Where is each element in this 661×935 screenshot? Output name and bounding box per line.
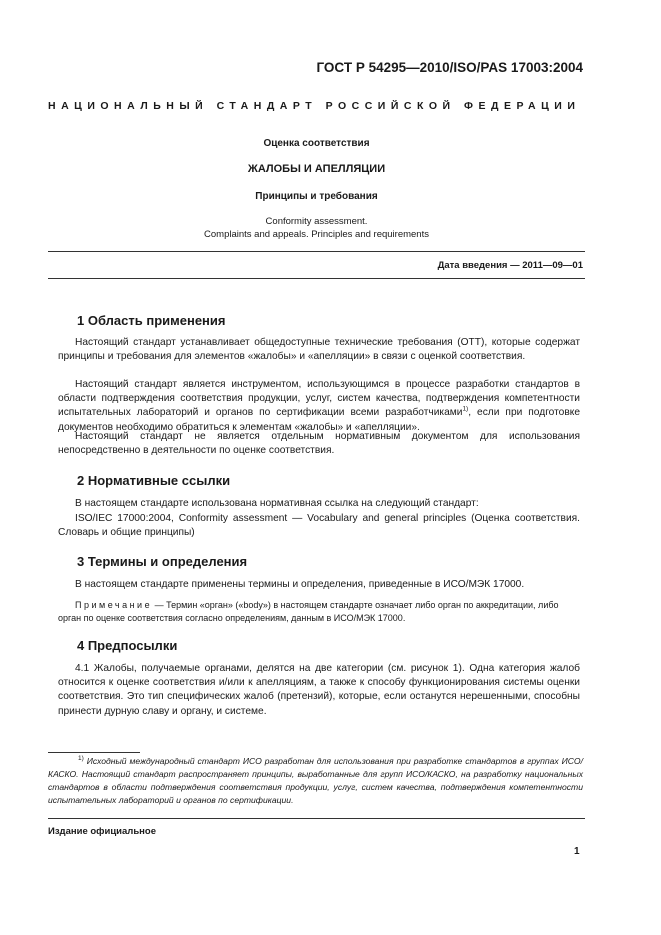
section-3-note: Примечание — Термин «орган» («body») в настоящем стандарте означает либо орган по аккредитации, либо орган по оценке соответствия согласно определениям, данным в ИСО/МЭК 17000.: [58, 600, 559, 623]
note-label: Примечание: [75, 600, 153, 610]
title-english-1: Conformity assessment.: [265, 216, 368, 227]
national-standard-banner: НАЦИОНАЛЬНЫЙ СТАНДАРТ РОССИЙСКОЙ ФЕДЕРАЦИИ: [48, 100, 581, 112]
section-2-paragraph-1: В настоящем стандарте использована нормативная ссылка на следующий стандарт:: [75, 498, 479, 509]
section-2-paragraph-2: ISO/IEC 17000:2004, Conformity assessment — Vocabulary and general principles (Оценка соответствия. Словарь и общие принципы): [58, 513, 580, 539]
section-1-paragraph-2: Настоящий стандарт является инструментом, использующимся в процессе разработки стандартов в области подтверждения соответствия продукции, услуг, систем качества, подтверждения компетентности испытательных лабораторий и органов по сертификации всеми разработчиками$^{1)}$, если при подготовке документов необходимо обратиться к элементам «жалобы» и «апелляции».: [58, 379, 580, 433]
footnote-ref: 1): [462, 406, 469, 414]
title-line-3: Принципы и требования: [255, 191, 378, 202]
footnote-divider: [48, 752, 140, 753]
footnote: $^{1)}$ Исходный международный стандарт ИСО разработан для использования при разработке стандартов в группах ИСО/КАСКО. Настоящий стандарт распространяет принципы, выработанные для групп ИСО/КАСКО, на разработку национальных стандартов в области подтверждения соответствия продукции, услуг, систем качества, подтверждения компетентности испытательных лабораторий и органов по сертификации.: [48, 755, 583, 805]
title-english-2: Complaints and appeals. Principles and requirements: [204, 229, 429, 240]
title-line-1: Оценка соответствия: [263, 138, 370, 149]
section-2-heading: 2 Нормативные ссылки: [77, 473, 231, 488]
footnote-mark: 1): [78, 755, 84, 763]
standard-designation: ГОСТ Р 54295—2010/ISO/PAS 17003:2004: [316, 60, 583, 75]
date-divider: [48, 278, 585, 279]
section-3-heading: 3 Термины и определения: [77, 554, 248, 569]
footer-divider: [48, 818, 585, 819]
date-introduced: Дата введения — 2011—09—01: [437, 260, 583, 271]
section-1-heading: 1 Область применения: [77, 313, 226, 328]
title-divider: [48, 251, 585, 252]
section-1-paragraph-3: Настоящий стандарт не является отдельным нормативным документом для использования непосредственно в деятельности по оценке соответствия.: [58, 431, 580, 457]
title-line-2: ЖАЛОБЫ И АПЕЛЛЯЦИИ: [247, 163, 386, 175]
section-3-paragraph-1: В настоящем стандарте применены термины и определения, приведенные в ИСО/МЭК 17000.: [75, 579, 525, 590]
section-1-paragraph-1: Настоящий стандарт устанавливает общедоступные технические требования (ОТТ), которые содержат принципы и требования для элементов «жалобы» и «апелляции» в связи с оценкой соответствия.: [58, 337, 580, 363]
official-edition-label: Издание официальное: [48, 826, 156, 837]
section-4-paragraph-1: 4.1 Жалобы, получаемые органами, делятся на две категории (см. рисунок 1). Одна категория жалоб относится к оценке соответствия и/или к апелляциям, а также к способу функционирования системы оценки соответствия. Это тип специфических жалоб (претензий), которые, если останутся нерешенными, способны принести дурную славу и органу, и системе.: [58, 663, 580, 717]
page-number: 1: [574, 846, 580, 857]
section-4-heading: 4 Предпосылки: [77, 638, 178, 653]
